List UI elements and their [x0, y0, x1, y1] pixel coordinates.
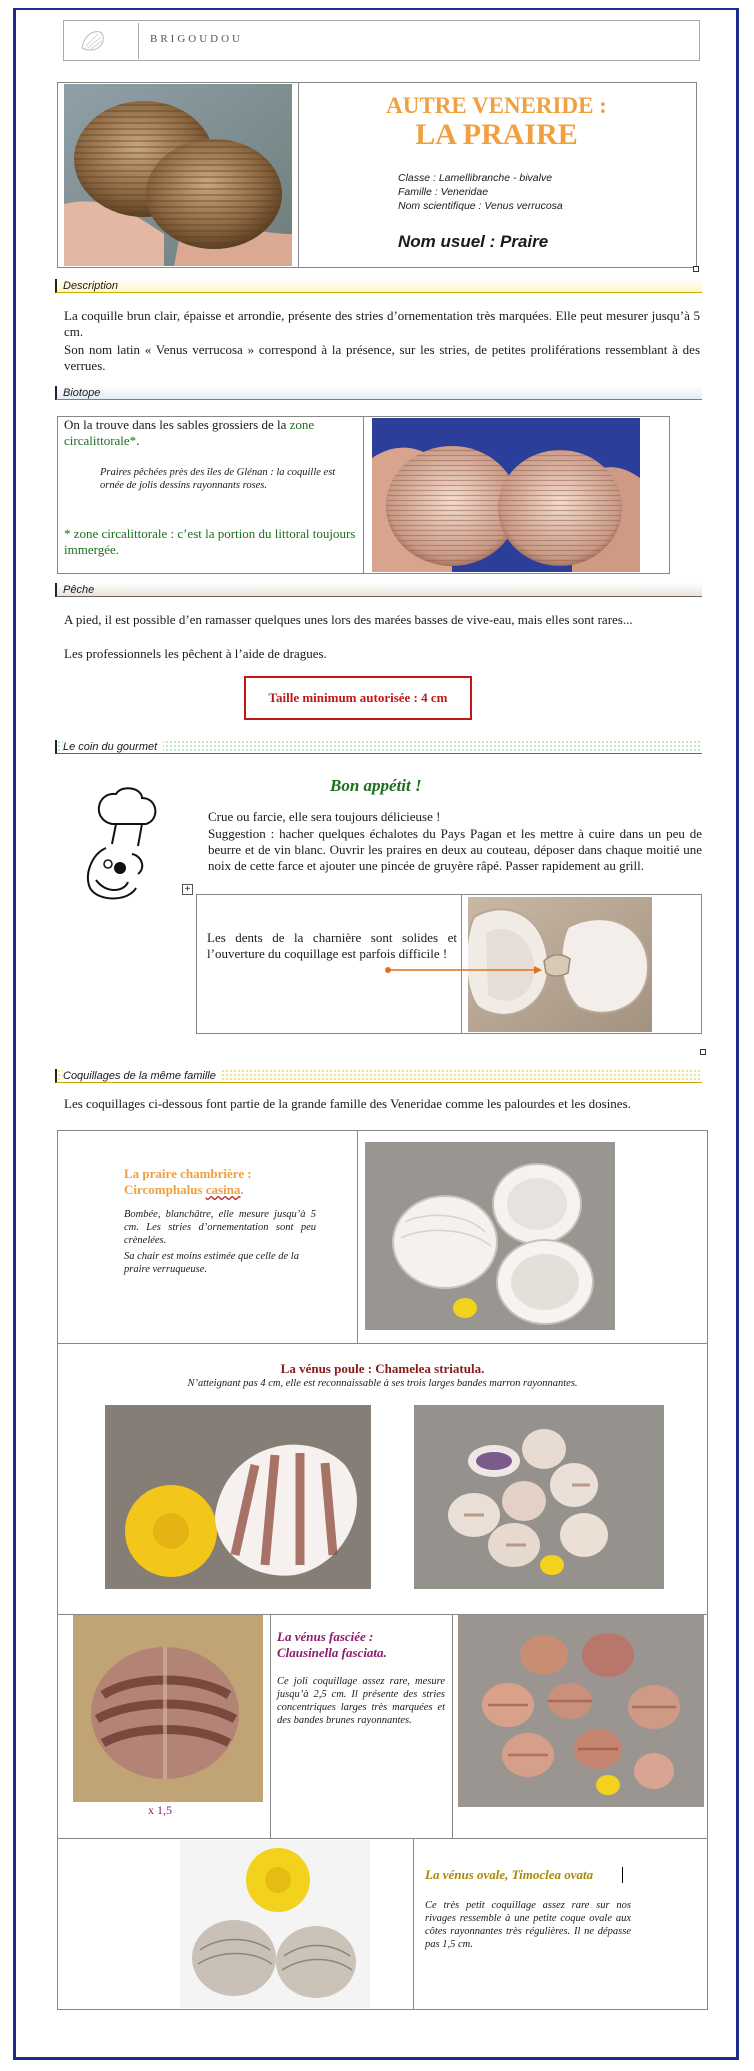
title-overline: AUTRE VENERIDE : — [386, 93, 607, 118]
peche-p2: Les professionnels les pêchent à l’aide de dragues. — [64, 646, 327, 661]
ovale-title: La vénus ovale, Timoclea ovata — [425, 1867, 594, 1882]
chambriere-title-2 — [124, 1182, 244, 1198]
nom-scientifique-line: Nom scientifique : Venus verrucosa — [398, 200, 563, 212]
biotope-heading: Biotope — [63, 387, 101, 399]
shell-logo-icon — [78, 26, 108, 56]
resize-handle[interactable] — [693, 266, 699, 272]
section-gourmet — [55, 740, 702, 754]
chambriere-title-2a: Circomphalus — [124, 1182, 206, 1197]
biotope-text-prefix: On la trouve dans les sables grossiers de la — [64, 417, 290, 432]
description-heading: Description — [63, 280, 119, 292]
fasciee-photo — [73, 1615, 263, 1802]
peche-p1: A pied, il est possible d’en ramasser quelques unes lors des marées basses de vive-eau, mais elles sont rares... — [64, 612, 633, 627]
section-peche — [55, 583, 702, 597]
poule-desc: N’atteignant pas 4 cm, elle est reconnaissable à ses trois larges bandes marron rayonnantes. — [187, 1378, 578, 1389]
chambriere-title-2b: casina — [205, 1182, 241, 1197]
section-famille — [55, 1069, 702, 1083]
biotope-caption: Praires pêchées près des îles de Glénan : la coquille est ornée de jolis dessins rayonnants roses. — [100, 467, 336, 491]
fasciee-title-1: La vénus fasciée : — [277, 1629, 374, 1644]
fasciee-scale: x 1,5 — [148, 1803, 172, 1817]
famille-intro: Les coquillages ci-dessous font partie de la grande famille des Veneridae comme les palourdes et les dosines. — [64, 1096, 631, 1111]
title-divider — [298, 83, 299, 267]
chambriere-title-2c: . — [240, 1182, 244, 1197]
praires-glenan-photo — [372, 418, 640, 572]
famille-heading: Coquillages de la même famille — [63, 1070, 222, 1082]
resize-handle-2[interactable] — [700, 1049, 706, 1055]
header-divider — [138, 23, 139, 59]
gourmet-p2: Suggestion : hacher quelques échalotes du Pays Pagan et les mettre à cuire dans un peu de beurre et de vin blanc. Ouvrir les praires en deux au couteau, déposer dans chaque moitié une noix de cette farce et ajouter une pincée de gruyère râpé. Passer rapidement au grill. — [208, 826, 702, 873]
biotope-divider — [363, 417, 364, 573]
classe-line: Classe : Lamellibranche - bivalve — [398, 172, 553, 184]
row-line-3 — [57, 1838, 708, 1839]
gourmet-heading: Le coin du gourmet — [63, 741, 163, 753]
poule-photo-1 — [105, 1405, 371, 1589]
table-move-handle[interactable]: + — [182, 884, 193, 895]
chambriere-desc-1: Bombée, blanchâtre, elle mesure jusqu’à 5 cm. Les stries d’ornementation sont peu crènelées. — [124, 1209, 316, 1246]
description-p1: La coquille brun clair, épaisse et arrondie, présente des stries d’ornementation très marquées. Elle peut mesurer jusqu’à 5 cm. — [64, 308, 700, 339]
ovale-photo — [180, 1840, 370, 2008]
ovale-desc: Ce très petit coquillage assez rare sur nos rivages ressemble à une petite coque ovale aux côtes rayonnantes très régulières. Il ne dépasse pas 1,5 cm. — [425, 1900, 631, 1950]
praire-hand-photo — [64, 84, 292, 266]
fasciee-desc: Ce joli coquillage assez rare, mesure jusqu’à 2,5 cm. Il présente des stries concentriques larges très marquées et des bandes brunes rayonnantes. — [277, 1676, 445, 1726]
peche-heading: Pêche — [63, 584, 95, 596]
text-cursor — [622, 1867, 623, 1883]
poule-photo-2 — [414, 1405, 664, 1589]
col-line-r3a — [270, 1614, 271, 1838]
biotope-note: * zone circalittorale : c’est la portion du littoral toujours immergée. — [64, 526, 356, 557]
fasciee-title-2: Clausinella fasciata. — [277, 1645, 387, 1660]
section-description — [55, 279, 702, 293]
nom-usuel: Nom usuel : Praire — [398, 232, 549, 251]
chambriere-desc-2: Sa chair est moins estimée que celle de la praire verruqueuse. — [124, 1251, 299, 1275]
famille-line: Famille : Veneridae — [398, 186, 489, 198]
description-p2: Son nom latin « Venus verrucosa » correspond à la présence, sur les stries, de petites proliférations ressemblant à des verrues. — [64, 342, 700, 373]
fasciee-group-photo — [458, 1615, 704, 1807]
site-header — [63, 20, 700, 61]
taille-minimum: Taille minimum autorisée : 4 cm — [268, 690, 448, 705]
chambriere-title-1: La praire chambrière : — [124, 1166, 252, 1181]
chambriere-photo — [365, 1142, 615, 1330]
col-line-r1 — [357, 1130, 358, 1343]
poule-title: La vénus poule : Chamelea striatula. — [280, 1361, 485, 1376]
bon-appetit: Bon appétit ! — [330, 776, 422, 795]
col-line-r4 — [413, 1838, 414, 2010]
gourmet-p1: Crue ou farcie, elle sera toujours délicieuse ! — [208, 809, 441, 824]
site-name[interactable]: BRIGOUDOU — [150, 33, 243, 45]
arrow-pointer — [384, 964, 544, 976]
charniere-text: Les dents de la charnière sont solides et l’ouverture du coquillage est parfois difficile ! — [207, 930, 457, 961]
taille-minimum-box — [244, 676, 472, 720]
section-biotope — [55, 386, 702, 400]
biotope-text — [64, 417, 356, 449]
row-line-1 — [57, 1343, 708, 1344]
biotope-text-suffix: . — [136, 433, 140, 448]
col-line-r3b — [452, 1614, 453, 1838]
zone-circalittorale-link[interactable]: zone circalittorale* — [64, 417, 315, 448]
page-title: LA PRAIRE — [415, 118, 578, 151]
chef-icon — [72, 784, 172, 908]
